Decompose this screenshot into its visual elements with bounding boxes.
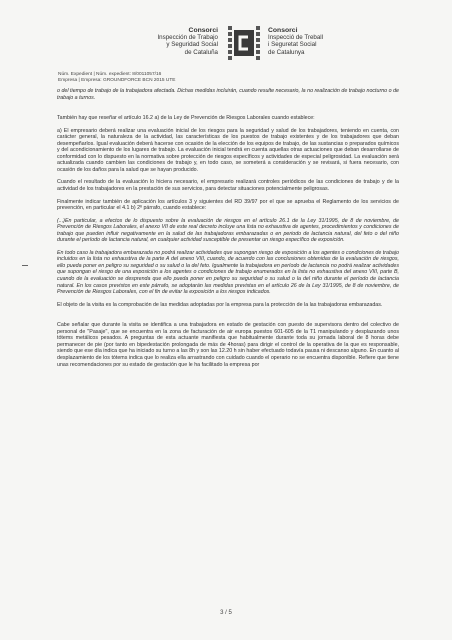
case-metadata [58,72,398,84]
header-spanish-line: y Seguridad Social [166,41,218,49]
page-number: 3 / 5 [220,610,232,616]
paragraph: (...)En particular, a efectos de lo dispuesto sobre la evaluación de riesgos en el artículo 26.1 de la Ley 31/1995, de 8 de noviembre, de Prevención de Riesgos Laborales, el anexo VII de este real decreto incluye una lista no exhaustiva de agentes, procedimientos y condiciones de trabajo que pueden influir negativamente en la salud de las trabajadoras embarazadas o en periodo de lactancia natural, del feto o del niño durante el período de lactancia natural, en cualquier actividad susceptible de presentar un riesgo específico de exposición. [57,217,399,244]
paragraph: a) El empresario deberá realizar una evaluación inicial de los riesgos para la seguridad y salud de los trabajadores, teniendo en cuenta, con carácter general, la naturaleza de la actividad, las características de los puestos de trabajo existentes y de los trabajadores que deban desempeñarlos. Igual evaluación deberá hacerse con ocasión de la elección de los equipos de trabajo, de las sustancias o preparados químicos y del acondicionamiento de los lugares de trabajo. La evaluación inicial tendrá en cuenta aquellas otras actuaciones que deban desarrollarse de conformidad con lo dispuesto en la normativa sobre protección de riesgos específicos y actividades de especial peligrosidad. La evaluación será actualizada cuando cambien las condiciones de trabajo y, en todo caso, se someterá a consideración y se revisará, si fuera necesario, con ocasión de los daños para la salud que se hayan producido. [57,127,399,173]
case-number: Núm. Expedient | Núm. expedient: 8/0011057/16 [58,72,162,77]
header-spanish [118,27,218,56]
paragraph: En todo caso la trabajadora embarazada no podrá realizar actividades que supongan riesgo de exposición a los agentes o condiciones de trabajo incluidos en la lista no exhaustiva de la parte A del anexo VIII, cuando, de acuerdo con las conclusiones obtenidas de la evaluación de riesgos, ello pueda poner en peligro su seguridad o su salud o la del feto. Igualmente la trabajadora en período de lactancia no podrá realizar actividades que supongan el riesgo de una exposición a los agentes o condiciones de trabajo enumerados en la lista no exhaustiva del anexo VIII, parte B, cuando de la evaluación se desprenda que ello pueda poner en peligro su seguridad o su salud o la del niño durante el período de lactancia natural. En los casos previstos en este párrafo, se adoptarán las medidas previstas en el artículo 26 de la Ley 31/1995, de 8 de noviembre, de Prevención de Riesgos Laborales, con el fin de evitar la exposición a los riesgos indicados. [57,249,399,296]
header-catalan [268,27,378,56]
company-name: Empresa | Empresa: GROUNDFORCE BCN 2015 UTE [58,78,176,83]
paragraph: Cuando el resultado de la evaluación lo hiciera necesario, el empresario realizará controles periódicos de las condiciones de trabajo y de la actividad de los trabajadores en la prestación de sus servicios, para detectar situaciones potencialmente peligrosas. [57,179,399,193]
paragraph: o del tiempo de trabajo de la trabajadora afectada. Dichas medidas incluirán, cuando resulte necesario, la no realización de trabajo nocturno o de trabajo a turnos. [57,88,399,101]
margin-mark [22,265,28,266]
header-catalan-line: i Seguretat Social [268,41,317,49]
header-catalan-line: Inspecció de Treball [268,34,324,42]
paragraph: Cabe señalar que durante la visita se identifica a una trabajadora en estado de gestación con puesto de supervisora dentro del colectivo de personal de "Pasaje", que se encuentra en la zona de facturación de air europa puestos 601-605 de la T1 manipulando y desplazando unos tótems metálicos pesados. A preguntas de esta actuante manifiesta que habitualmente durante toda su jornada laboral de 8 horas debe permanecer de pie (por tanto en bipedestación prolongada de más de 4horas) para dirigir el control de la operativa de la que es responsable, siendo que ese día indica que ha iniciado su turno a las 8h y son las 12.20 h sin haber efectuado todavía pausa ni descanso alguno. En cuanto al desplazamiento de los tótems indica que lo realiza ella arrastrando con cuidado cuando el operario no se encuentra disponible. Refiere que tiene unas recomendaciones por su estado de gestación que le ha facilitado la empresa por [57,322,399,368]
header-spanish-line: de Cataluña [184,48,218,56]
document-body [57,88,399,374]
paragraph: El objeto de la visita es la comprobación de las medidas adoptadas por la empresa para la protección de la las trabajadoras embarazadas. [57,301,383,308]
header-spanish-line: Inspección de Trabajo [157,34,218,42]
paragraph: También hay que reseñar el artículo 16.2 a) de la Ley de Prevención de Riesgos Laborales cuando establece: [57,115,315,122]
header-catalan-line: de Catalunya [268,48,305,56]
header-spanish-title: Consorci [188,27,218,34]
paragraph: Finalmente indicar también de aplicación los artículos 3 y siguientes del RD 39/97 por el que se aprueba el Reglamento de los servicios de prevención, en particular el 4.1 b) 2º párrafo, cuando establece: [57,198,399,212]
header-catalan-title: Consorci [268,27,298,34]
consorci-logo-icon [228,26,260,60]
